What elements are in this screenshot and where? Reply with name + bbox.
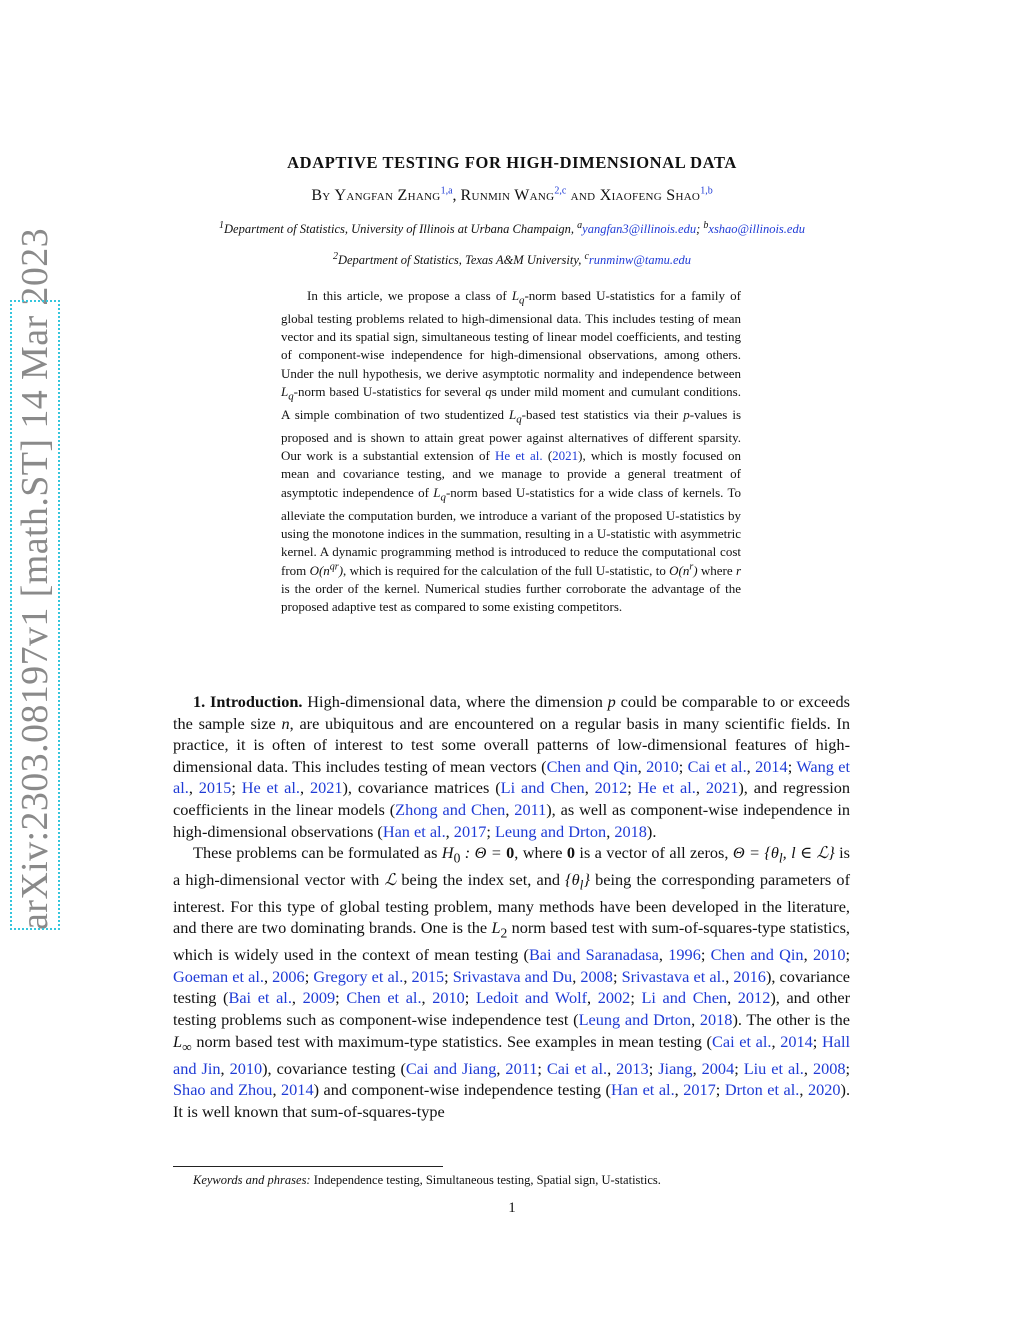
math-q: q — [516, 413, 522, 426]
math-q: q — [288, 390, 294, 403]
abstract-text: s under mild moment and cumulant conditions. A simple combination of two studentized — [281, 384, 741, 422]
body-text-span: norm based test with sum-of-squares-type statistics, which is widely used in the context of mean testing ( — [173, 918, 851, 965]
keywords-footnote — [193, 1173, 661, 1188]
citation-link[interactable]: Srivastava et al. — [621, 966, 726, 986]
body-text-span: ), as well as component-wise independence in high-dimensional observations ( — [173, 799, 851, 841]
author-1: Yangfan Zhang — [334, 187, 441, 204]
math-q: q — [519, 294, 525, 307]
citation-link[interactable]: Bai et al. — [228, 988, 292, 1008]
math-exp: r — [689, 561, 694, 573]
math-close: } — [583, 870, 590, 889]
aff-1-text: Department of Statistics, University of Illinois at Urbana Champaign, — [224, 222, 578, 236]
citation-year-link[interactable]: 2013 — [616, 1058, 649, 1078]
abstract-text: -based test statistics via their — [521, 406, 684, 422]
citation-year-link[interactable]: 2021 — [552, 448, 579, 464]
author-1-sup[interactable]: 1,a — [440, 185, 453, 197]
citation-link[interactable]: Cai and Jiang — [405, 1058, 497, 1078]
body-paragraph-2: These problems can be formulated as $H_0$ : Θ = 0, where 0 is a vector of all zeros, $\Theta = \{\theta_l$, l ∈ ℒ} is a high-dimensional vector with ℒ being the index set, and $\{\theta_l\}$ being the corresponding parameters of interest. For this type of global testing problem, many methods have been developed in the literature, and there are two dominating brands. One is the $L_2$ norm based test with sum-of-squares-type statistics, which is widely used in the context of mean testing (Bai and Saranadasa, 1996; Chen and Qin, 2010; Goeman et al., 2006; Gregory et al., 2015; Srivastava and Du, 2008; Srivastava et al., 2016), covariance testing (Bai et al., 2009; Chen et al., 2010; Ledoit and Wolf, 2002; Li and Chen, 2012), and other testing problems such as component-wise independence test (Leung and Drton, 2018). The other is the $L_\infty$ norm based test with maximum-type statistics. See examples in mean testing (Cai et al., 2014; Hall and Jin, 2010), covariance testing (Cai and Jiang, 2011; Cai et al., 2013; Jiang, 2004; Liu et al., 2008; Shao and Zhou, 2014) and component-wise independence testing (Han et al., 2017; Drton et al., 2020). It is well known that sum-of-squares-type — [173, 843, 851, 1121]
aff-2-text: Department of Statistics, Texas A&M University, — [337, 253, 585, 267]
body-text-span: being the corresponding parameters of interest. For this type of global testing problem, many methods have been developed in the literature, and there are two dominating brands. One is the — [173, 870, 850, 938]
citation-year-link[interactable]: 2009 — [302, 988, 336, 1008]
citation-year-link[interactable]: 2014 — [281, 1080, 314, 1100]
math-sub: ∞ — [182, 1038, 192, 1054]
aff-2-sup: 2 — [332, 250, 338, 262]
keywords-text: Independence testing, Simultaneous testing, Spatial sign, U-statistics. — [310, 1173, 661, 1187]
math-sub: 2 — [500, 925, 508, 941]
citation-link[interactable]: He et al. — [241, 778, 300, 798]
abstract-text: -values is proposed and is shown to attain great power against alternatives of different sparsity. Our work is a substantial extension of — [281, 406, 742, 464]
body-text-span: These problems can be formulated as — [193, 843, 442, 863]
body-text-span: could be comparable to or exceeds the sample size — [173, 692, 850, 733]
citation-year-link[interactable]: 1996 — [668, 945, 701, 965]
citation-year-link[interactable]: 2008 — [580, 966, 613, 986]
math-L: L — [173, 1031, 183, 1051]
body-text-span: is a high-dimensional vector with — [173, 843, 850, 889]
citation-year-link[interactable]: 2012 — [594, 778, 628, 798]
citation-year-link[interactable]: 2010 — [646, 756, 679, 776]
math-q: q — [440, 491, 446, 504]
math-p: p — [607, 692, 616, 711]
citation-link[interactable]: Han et al. — [382, 821, 446, 841]
citation-link[interactable]: Li and Chen — [500, 778, 585, 798]
body-text-span: , where — [514, 843, 567, 863]
math-sub: l — [579, 877, 584, 893]
citation-year-link[interactable]: 2006 — [272, 966, 305, 986]
math-H: H — [441, 843, 454, 863]
abstract-text: where — [697, 562, 736, 578]
math-O: O(n — [309, 562, 330, 578]
citation-link[interactable]: He et al. — [637, 778, 696, 798]
section-heading-introduction: 1. Introduction. — [193, 692, 303, 711]
math-L: L — [511, 288, 520, 303]
citation-link[interactable]: Ledoit and Wolf — [475, 988, 588, 1008]
author-2-sup[interactable]: 2,c — [554, 185, 567, 197]
math-theta-l: {θ — [565, 870, 580, 889]
intro-paragraph: 1. Introduction. High-dimensional data, where the dimension p could be comparable to or exceeds the sample size n, are ubiquitous and are encountered on a regular basis in many scientific fields. In practice, it is often of interest to test some overall patterns of low-dimensional features of high-dimensional data. This includes testing of mean vectors (Chen and Qin, 2010; Cai et al., 2014; Wang et al., 2015; He et al., 2021), covariance matrices (Li and Chen, 2012; He et al., 2021), and regression coefficients in the linear models (Zhong and Chen, 2011), as well as component-wise independence in high-dimensional observations (Han et al., 2017; Leung and Drton, 2018). — [173, 692, 851, 841]
by-label: By — [311, 187, 331, 204]
citation-year-link[interactable]: 2015 — [411, 966, 445, 986]
body-text-span: , are ubiquitous and are encountered on a regular basis in many scientific fields. In practice, it is often of interest to test some overall patterns of low-dimensional features of high-dimensional data. This includes testing of mean vectors ( — [173, 713, 850, 776]
abstract-text: , which is required for the calculation of the full U-statistic, to — [343, 562, 670, 578]
citation-year-link[interactable]: 2018 — [614, 821, 647, 841]
abstract-paragraph — [281, 287, 741, 616]
abstract-text: In this article, we propose a class of — [307, 288, 512, 303]
body-text-span: ). The other is the — [732, 1010, 851, 1030]
citation-link[interactable]: Liu et al. — [743, 1058, 804, 1078]
citation-link[interactable]: Han et al. — [610, 1080, 675, 1100]
body-text-span: High-dimensional data, where the dimension — [302, 692, 608, 711]
math-close: ) — [338, 562, 344, 578]
math-theta-rest: , l ∈ ℒ} — [782, 843, 835, 863]
body-text-span: ), and regression coefficients in the linear models ( — [173, 778, 851, 819]
abstract — [281, 287, 741, 616]
citation-year-link[interactable]: 2014 — [780, 1031, 813, 1051]
aff-1-email-b-sup: b — [703, 219, 709, 231]
email-link-runmin[interactable]: runminw@tamu.edu — [588, 253, 692, 267]
footnote-divider — [173, 1166, 443, 1167]
math-theta-set: Θ = {θ — [732, 843, 779, 863]
math-sub: 0 — [453, 850, 461, 866]
citation-link[interactable]: Cai et al. — [711, 1031, 772, 1051]
body-text-span: ), covariance testing ( — [262, 1058, 406, 1078]
abstract-text: ( — [542, 448, 553, 464]
citation-link[interactable]: Srivastava and Du — [452, 966, 573, 986]
math-zero-vector: 0 — [566, 843, 576, 863]
citation-link[interactable]: Leung and Drton — [578, 1010, 692, 1030]
citation-year-link[interactable]: 2015 — [198, 778, 232, 798]
aff-2-email-c-sup: c — [584, 250, 589, 262]
arxiv-side-stamp-wrap — [0, 227, 70, 935]
citation-link[interactable]: Bai and Saranadasa — [528, 945, 659, 965]
aff-1-email-a-sup: a — [577, 219, 583, 231]
affiliation-1 — [0, 219, 1024, 237]
body-text — [173, 691, 850, 1122]
body-text-span: ), covariance matrices ( — [342, 778, 501, 798]
citation-link[interactable]: Cai et al. — [687, 756, 747, 776]
citation-year-link[interactable]: 2012 — [737, 988, 771, 1008]
citation-link[interactable]: Wang et al. — [173, 756, 851, 798]
email-link-xshao[interactable]: xshao@illinois.edu — [708, 222, 805, 236]
email-link-yangfan[interactable]: yangfan3@illinois.edu — [582, 222, 697, 236]
citation-link[interactable]: Shao and Zhou — [173, 1080, 273, 1100]
aff-1-semicolon: ; — [696, 222, 704, 236]
citation-link[interactable]: Jiang — [658, 1058, 693, 1078]
citation-link[interactable]: Zhong and Chen — [395, 799, 506, 819]
math-p: p — [683, 406, 690, 422]
body-text-span: norm based test with maximum-type statistics. See examples in mean testing ( — [191, 1031, 712, 1051]
author-3-sup[interactable]: 1,b — [700, 185, 713, 197]
citation-link[interactable]: Hall and Jin — [173, 1031, 850, 1078]
citation-link[interactable]: Goeman et al. — [173, 966, 264, 986]
author-sep: , — [452, 187, 461, 204]
citation-year-link[interactable]: 2002 — [597, 988, 631, 1008]
math-q: q — [485, 384, 492, 400]
math-sub: l — [778, 850, 783, 866]
citation-year-link[interactable]: 2017 — [453, 821, 487, 841]
citation-year-link[interactable]: 2018 — [699, 1010, 733, 1030]
arxiv-side-stamp[interactable]: arXiv:2303.08197v1 [math.ST] 14 Mar 2023 — [10, 300, 60, 930]
citation-year-link[interactable]: 2011 — [514, 799, 547, 819]
paper-title: ADAPTIVE TESTING FOR HIGH-DIMENSIONAL DATA — [287, 153, 737, 172]
citation-year-link[interactable]: 2021 — [309, 778, 343, 798]
citation-link[interactable]: Chen and Qin — [710, 945, 804, 965]
citation-year-link[interactable]: 2004 — [701, 1058, 735, 1078]
body-text-span: being the index set, and — [396, 870, 566, 889]
author-line — [0, 187, 1024, 205]
citation-year-link[interactable]: 2010 — [229, 1058, 263, 1078]
abstract-text: ), which is mostly focused on mean and covariance testing, and we manage to provide a general treatment of asymptotic independence of — [281, 448, 741, 500]
citation-year-link[interactable]: 2010 — [812, 945, 846, 965]
body-text-span: ), covariance testing ( — [173, 966, 851, 1008]
citation-link[interactable]: Gregory et al. — [313, 966, 404, 986]
citation-year-link[interactable]: 2020 — [807, 1080, 841, 1100]
citation-year-link[interactable]: 2017 — [683, 1080, 716, 1100]
citation-year-link[interactable]: 2008 — [812, 1058, 846, 1078]
math-exp: qr — [329, 561, 339, 573]
abstract-text: is the order of the kernel. Numerical studies further corroborate the advantage of the proposed adaptive test as compared to some existing competitors. — [281, 580, 741, 615]
math-zero-vector: 0 — [506, 843, 515, 863]
citation-link[interactable]: Chen et al. — [346, 988, 422, 1008]
abstract-text: -norm based U-statistics for a wide class of kernels. To alleviate the computation burden, we introduce a variant of the proposed U-statistics by using the monotone indices in the summation, resulting in a U-statistic with asymmetric kernel. A dynamic programming method is introduced to reduce the computational cost from — [281, 484, 741, 578]
citation-year-link[interactable]: 2021 — [705, 778, 739, 798]
citation-link[interactable]: Drton et al. — [724, 1080, 800, 1100]
math-L: L — [433, 484, 441, 500]
aff-1-sup: 1 — [219, 219, 225, 231]
citation-year-link[interactable]: 2011 — [505, 1058, 538, 1078]
author-2: Runmin Wang — [460, 187, 555, 204]
body-text-span: ), and other testing problems such as component-wise independence test ( — [173, 988, 851, 1030]
keywords-label: Keywords and phrases: — [193, 1173, 311, 1187]
citation-link[interactable]: Chen and Qin — [546, 756, 638, 776]
and-label: and — [566, 187, 600, 204]
citation-year-link[interactable]: 2014 — [755, 756, 788, 776]
citation-link[interactable]: Cai et al. — [546, 1058, 608, 1078]
body-text-span: ) and component-wise independence testing ( — [313, 1080, 611, 1100]
math-close: ) — [693, 562, 698, 578]
math-L: L — [509, 406, 517, 422]
math-index-set: ℒ — [384, 870, 397, 889]
math-O: O(n — [669, 562, 690, 578]
citation-year-link[interactable]: 2010 — [432, 988, 465, 1008]
math-n: n — [281, 713, 290, 733]
author-3: Xiaofeng Shao — [599, 187, 701, 204]
citation-link[interactable]: Leung and Drton — [494, 821, 607, 841]
page-number: 1 — [508, 1200, 516, 1216]
math-eq: : Θ = — [460, 843, 507, 863]
body-text-span: ). It is well known that sum-of-squares-type — [173, 1080, 851, 1121]
math-L: L — [491, 918, 501, 938]
body-text-span: ). — [646, 821, 657, 841]
abstract-text: -norm based U-statistics for a family of global testing problems related to high-dimensional data. This includes testing of mean vector and its spatial sign, simultaneous testing of linear model coefficients, and testing of component-wise independence for high-dimensional observations, among others. Under the null hypothesis, we derive asymptotic normality and independence between — [281, 288, 741, 381]
citation-link[interactable]: Li and Chen — [641, 988, 728, 1008]
citation-year-link[interactable]: 2016 — [733, 966, 766, 986]
math-r: r — [735, 562, 741, 578]
body-text-span: is a vector of all zeros, — [575, 843, 733, 863]
abstract-text: -norm based U-statistics for several — [293, 384, 486, 400]
citation-link[interactable]: He et al. — [495, 448, 543, 464]
math-L: L — [281, 384, 289, 400]
affiliation-2 — [0, 250, 1024, 268]
